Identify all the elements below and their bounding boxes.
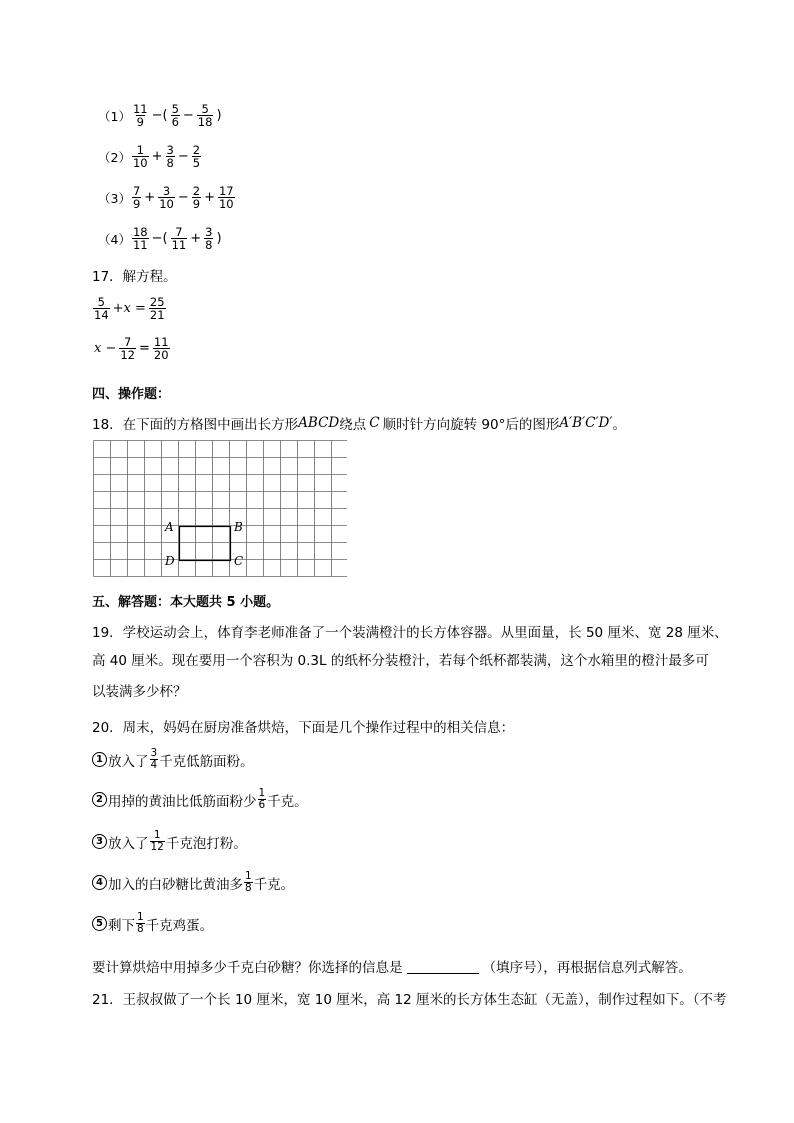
operator: − bbox=[182, 108, 194, 123]
fraction: $\frac{11}{9}$ bbox=[132, 102, 148, 129]
info-text-pre: 用掉的黄油比低筋面粉少 bbox=[108, 793, 257, 810]
circled-number: 4 bbox=[92, 875, 107, 890]
q17-equation-2 bbox=[92, 336, 171, 361]
operator: ) bbox=[216, 231, 222, 246]
q20-info-item bbox=[92, 788, 308, 811]
q20-question bbox=[92, 956, 692, 976]
operator: −( bbox=[151, 108, 168, 123]
fraction: $\frac{1}{6}$ bbox=[258, 787, 266, 811]
q18-text-b: 绕点 bbox=[339, 417, 367, 433]
section-4-heading: 四、操作题： bbox=[92, 387, 171, 402]
q16-expression-1 bbox=[98, 103, 224, 128]
rectangle-abcd bbox=[180, 527, 231, 561]
q17-equation-1 bbox=[92, 296, 167, 321]
fraction: $\frac{3}{8}$ bbox=[166, 143, 174, 170]
expression-label: （1） bbox=[98, 108, 131, 124]
fraction: $\frac{2}{5}$ bbox=[192, 143, 201, 170]
fraction: $\frac{5}{6}$ bbox=[171, 102, 179, 129]
q18-point-c: C bbox=[369, 415, 380, 431]
fraction: $\frac{5}{14}$ bbox=[94, 295, 109, 322]
fraction: $\frac{1}{8}$ bbox=[137, 911, 144, 935]
operator: −( bbox=[151, 231, 168, 246]
info-text-post: 千克低筋面粉。 bbox=[159, 753, 254, 770]
fraction: $\frac{11}{20}$ bbox=[153, 335, 169, 362]
operator: + bbox=[190, 231, 202, 246]
fraction: $\frac{18}{11}$ bbox=[132, 225, 148, 252]
operator: ) bbox=[216, 108, 222, 123]
expression-label: （3） bbox=[98, 190, 131, 206]
fraction: $\frac{3}{10}$ bbox=[159, 184, 174, 211]
info-text-post: 千克鸡蛋。 bbox=[145, 917, 214, 934]
q18-text-c: 顺时针方向旋转 90°后的图形 bbox=[382, 417, 560, 433]
section-5-heading: 五、解答题：本大题共 5 小题。 bbox=[92, 595, 280, 610]
equation-middle: = bbox=[139, 341, 150, 356]
q20-info-item bbox=[92, 748, 254, 771]
info-text-pre: 放入了 bbox=[108, 835, 149, 852]
fraction: $\frac{7}{9}$ bbox=[132, 184, 141, 211]
fraction: $\frac{3}{4}$ bbox=[150, 747, 158, 771]
circled-number: 2 bbox=[92, 792, 107, 807]
circled-number: 1 bbox=[92, 752, 107, 767]
q20-ask-post: （填序号），再根据信息列式解答。 bbox=[482, 960, 692, 976]
q20-info-item bbox=[92, 912, 213, 935]
q21-line-1: 21．王叔叔做了一个长 10 厘米，宽 10 厘米，高 12 厘米的长方体生态缸（无盖），制作过程如下。（不考 bbox=[92, 992, 727, 1008]
equation-prefix: x − bbox=[94, 341, 117, 356]
info-text-post: 千克。 bbox=[267, 793, 308, 810]
q18-text bbox=[92, 413, 626, 433]
answer-blank[interactable] bbox=[407, 959, 479, 974]
q20-info-item bbox=[92, 871, 294, 894]
q18-text-d: 。 bbox=[612, 417, 626, 433]
operator: + bbox=[204, 190, 215, 205]
label-b: B bbox=[234, 520, 243, 534]
q16-expression-3 bbox=[98, 185, 236, 210]
q20-title: 20．周末，妈妈在厨房准备烘焙，下面是几个操作过程中的相关信息： bbox=[92, 720, 515, 736]
info-text-pre: 剩下 bbox=[108, 917, 135, 934]
fraction: $\frac{17}{10}$ bbox=[218, 184, 234, 211]
fraction: $\frac{5}{18}$ bbox=[197, 102, 213, 129]
fraction: $\frac{1}{10}$ bbox=[132, 143, 148, 170]
label-c: C bbox=[234, 554, 244, 568]
expression-label: （4） bbox=[98, 231, 131, 247]
equation-middle: +x = bbox=[112, 301, 146, 316]
info-text-post: 千克。 bbox=[253, 876, 295, 893]
fraction: $\frac{2}{9}$ bbox=[192, 184, 201, 211]
q16-expression-4 bbox=[98, 226, 224, 251]
fraction: $\frac{1}{8}$ bbox=[245, 870, 252, 894]
circled-number: 5 bbox=[92, 916, 107, 931]
q19-line-3: 以装满多少杯？ bbox=[92, 684, 187, 700]
info-text-post: 千克泡打粉。 bbox=[165, 835, 247, 852]
operator: + bbox=[144, 190, 156, 205]
q20-ask-pre: 要计算烘焙中用掉多少千克白砂糖？你选择的信息是 bbox=[92, 960, 403, 976]
circled-number: 3 bbox=[92, 834, 107, 849]
q18-prime-label: A′B′C′D′ bbox=[559, 415, 613, 431]
q19-line-2: 高 40 厘米。现在要用一个容积为 0.3L 的纸杯分装橙汁，若每个纸杯都装满，这个水箱里的橙汁最多可 bbox=[92, 653, 709, 669]
operator: − bbox=[177, 149, 189, 164]
info-text-pre: 放入了 bbox=[108, 753, 149, 770]
label-a: A bbox=[165, 520, 174, 534]
expression-label: （2） bbox=[98, 149, 131, 165]
q16-expression-2 bbox=[98, 144, 202, 169]
info-text-pre: 加入的白砂糖比黄油多 bbox=[108, 876, 243, 893]
q18-abcd: ABCD bbox=[298, 415, 340, 431]
operator: − bbox=[177, 190, 189, 205]
fraction: $\frac{1}{12}$ bbox=[150, 829, 164, 853]
label-d: D bbox=[165, 554, 175, 568]
q20-info-item bbox=[92, 830, 247, 853]
grid-diagram bbox=[93, 440, 347, 580]
operator: + bbox=[151, 149, 163, 164]
q17-title: 17．解方程。 bbox=[92, 269, 177, 285]
fraction: $\frac{7}{11}$ bbox=[171, 225, 187, 252]
q19-line-1: 19．学校运动会上，体育李老师准备了一个装满橙汁的长方体容器。从里面量，长 50 厘米、宽 28 厘米、 bbox=[92, 625, 728, 641]
fraction: $\frac{25}{21}$ bbox=[149, 295, 165, 322]
fraction: $\frac{7}{12}$ bbox=[120, 335, 135, 362]
fraction: $\frac{3}{8}$ bbox=[205, 225, 213, 252]
q18-text-a: 18．在下面的方格图中画出长方形 bbox=[92, 417, 299, 433]
